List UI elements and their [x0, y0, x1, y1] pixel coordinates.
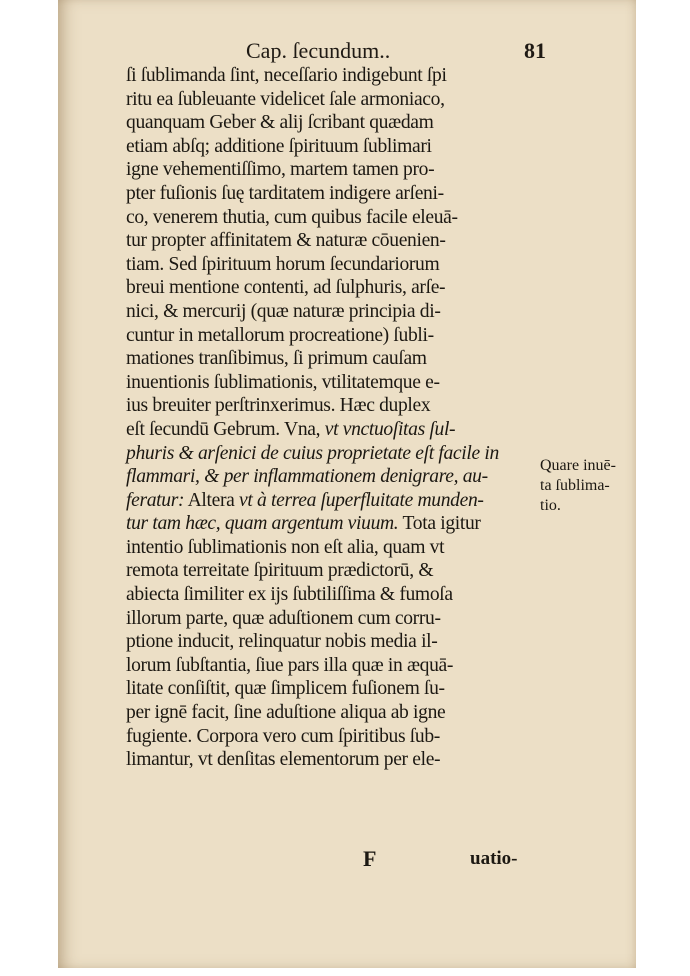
text-line — [126, 253, 546, 277]
text-line — [126, 276, 546, 300]
text-run: etiam abſq; additione ſpirituum ſublimari — [126, 135, 432, 157]
text-line — [126, 64, 546, 88]
text-run: pter fuſionis ſuę tarditatem indigere arſeni- — [126, 182, 444, 204]
text-run: fugiente. Corpora vero cum ſpiritibus ſub- — [126, 725, 440, 747]
text-line — [126, 536, 546, 560]
text-line — [126, 300, 546, 324]
text-run: tur propter affinitatem & naturæ cōuenien- — [126, 230, 446, 252]
text-line — [126, 748, 546, 772]
text-run: eſt ſecundū Gebrum. Vna, — [126, 418, 325, 440]
text-line — [126, 347, 546, 371]
margin-note-line: Quare inuē- — [540, 457, 616, 474]
text-run: intentio ſublimationis non eſt alia, quam vt — [126, 536, 445, 558]
text-line — [126, 371, 546, 395]
margin-note-line: ta ſublima- — [540, 477, 610, 494]
text-line — [126, 559, 546, 583]
text-run: tiam. Sed ſpirituum horum ſecundariorum — [126, 253, 440, 275]
italic-text-run: vt vnctuoſitas ſul- — [324, 418, 456, 440]
text-run: inuentionis ſublimationis, vtilitatemque e- — [126, 371, 440, 393]
text-run: limantur, vt denſitas elementorum per ele- — [126, 749, 441, 771]
text-run: igne vehementiſſimo, martem tamen pro- — [126, 159, 435, 181]
text-line — [126, 583, 546, 607]
text-line — [126, 394, 546, 418]
text-run: remota terreitate ſpirituum prædictorū, & — [126, 560, 434, 582]
text-run: per ignē facit, ſine aduſtione aliqua ab igne — [126, 702, 446, 724]
text-line — [126, 206, 546, 230]
text-line — [126, 677, 546, 701]
text-line — [126, 654, 546, 678]
book-page — [58, 0, 636, 968]
margin-note-line: tio. — [540, 497, 561, 514]
text-run: Tota igitur — [398, 513, 481, 535]
running-head: Cap. ſecundum.. — [246, 38, 391, 63]
text-run: lorum ſubſtantia, ſiue pars illa quæ in æquā- — [126, 654, 454, 676]
text-line — [126, 88, 546, 112]
text-run: illorum parte, quæ aduſtionem cum corru- — [126, 607, 441, 629]
text-run: abiecta ſimiliter ex ijs ſubtiliſſima & fumoſa — [126, 584, 453, 606]
text-line — [126, 324, 546, 348]
catchword: uatio- — [470, 848, 518, 869]
page-number: 81 — [524, 38, 546, 63]
text-line — [126, 182, 546, 206]
text-run: quanquam Geber & alij ſcribant quædam — [126, 112, 434, 134]
page-header — [246, 38, 546, 64]
text-run: ius breuiter perſtrinxerimus. Hæc duplex — [126, 395, 431, 417]
italic-text-run: feratur: — [126, 489, 185, 511]
text-line — [126, 418, 546, 442]
text-run: cuntur in metallorum procreatione) ſubli- — [126, 324, 434, 346]
text-line — [126, 111, 546, 135]
text-run: ritu ea ſubleuante videlicet ſale armoniaco, — [126, 88, 445, 110]
text-line — [126, 512, 546, 536]
text-line — [126, 229, 546, 253]
text-line — [126, 630, 546, 654]
text-line — [126, 607, 546, 631]
text-run: mationes tranſibimus, ſi primum cauſam — [126, 348, 427, 370]
text-line — [126, 701, 546, 725]
text-run: breui mentione contenti, ad ſulphuris, arſe- — [126, 277, 446, 299]
text-line — [126, 442, 546, 466]
body-text — [126, 64, 546, 772]
text-line — [126, 135, 546, 159]
italic-text-run: vt à terrea ſuperfluitate munden- — [239, 489, 484, 511]
text-line — [126, 725, 546, 749]
text-run: Altera — [184, 489, 240, 511]
text-run: litate conſiſtit, quæ ſimplicem fuſionem ſu- — [126, 678, 445, 700]
text-run: nici, & mercurij (quæ naturæ principia di- — [126, 300, 441, 322]
italic-text-run: phuris & arſenici de cuius proprietate eſt facile in — [126, 442, 499, 464]
italic-text-run: flammari, & per inflammationem denigrare, au- — [126, 466, 488, 488]
text-line — [126, 158, 546, 182]
text-run: co, venerem thutia, cum quibus facile eleuā- — [126, 206, 458, 228]
text-run: ſi ſublimanda ſint, neceſſario indigebunt ſpi — [126, 65, 447, 86]
text-line — [126, 489, 546, 513]
signature-mark: F — [363, 846, 377, 871]
text-run: ptione inducit, relinquatur nobis media il- — [126, 631, 438, 653]
italic-text-run: tur tam hæc, quam argentum viuum. — [126, 513, 399, 535]
text-line — [126, 465, 546, 489]
margin-note — [540, 456, 635, 516]
